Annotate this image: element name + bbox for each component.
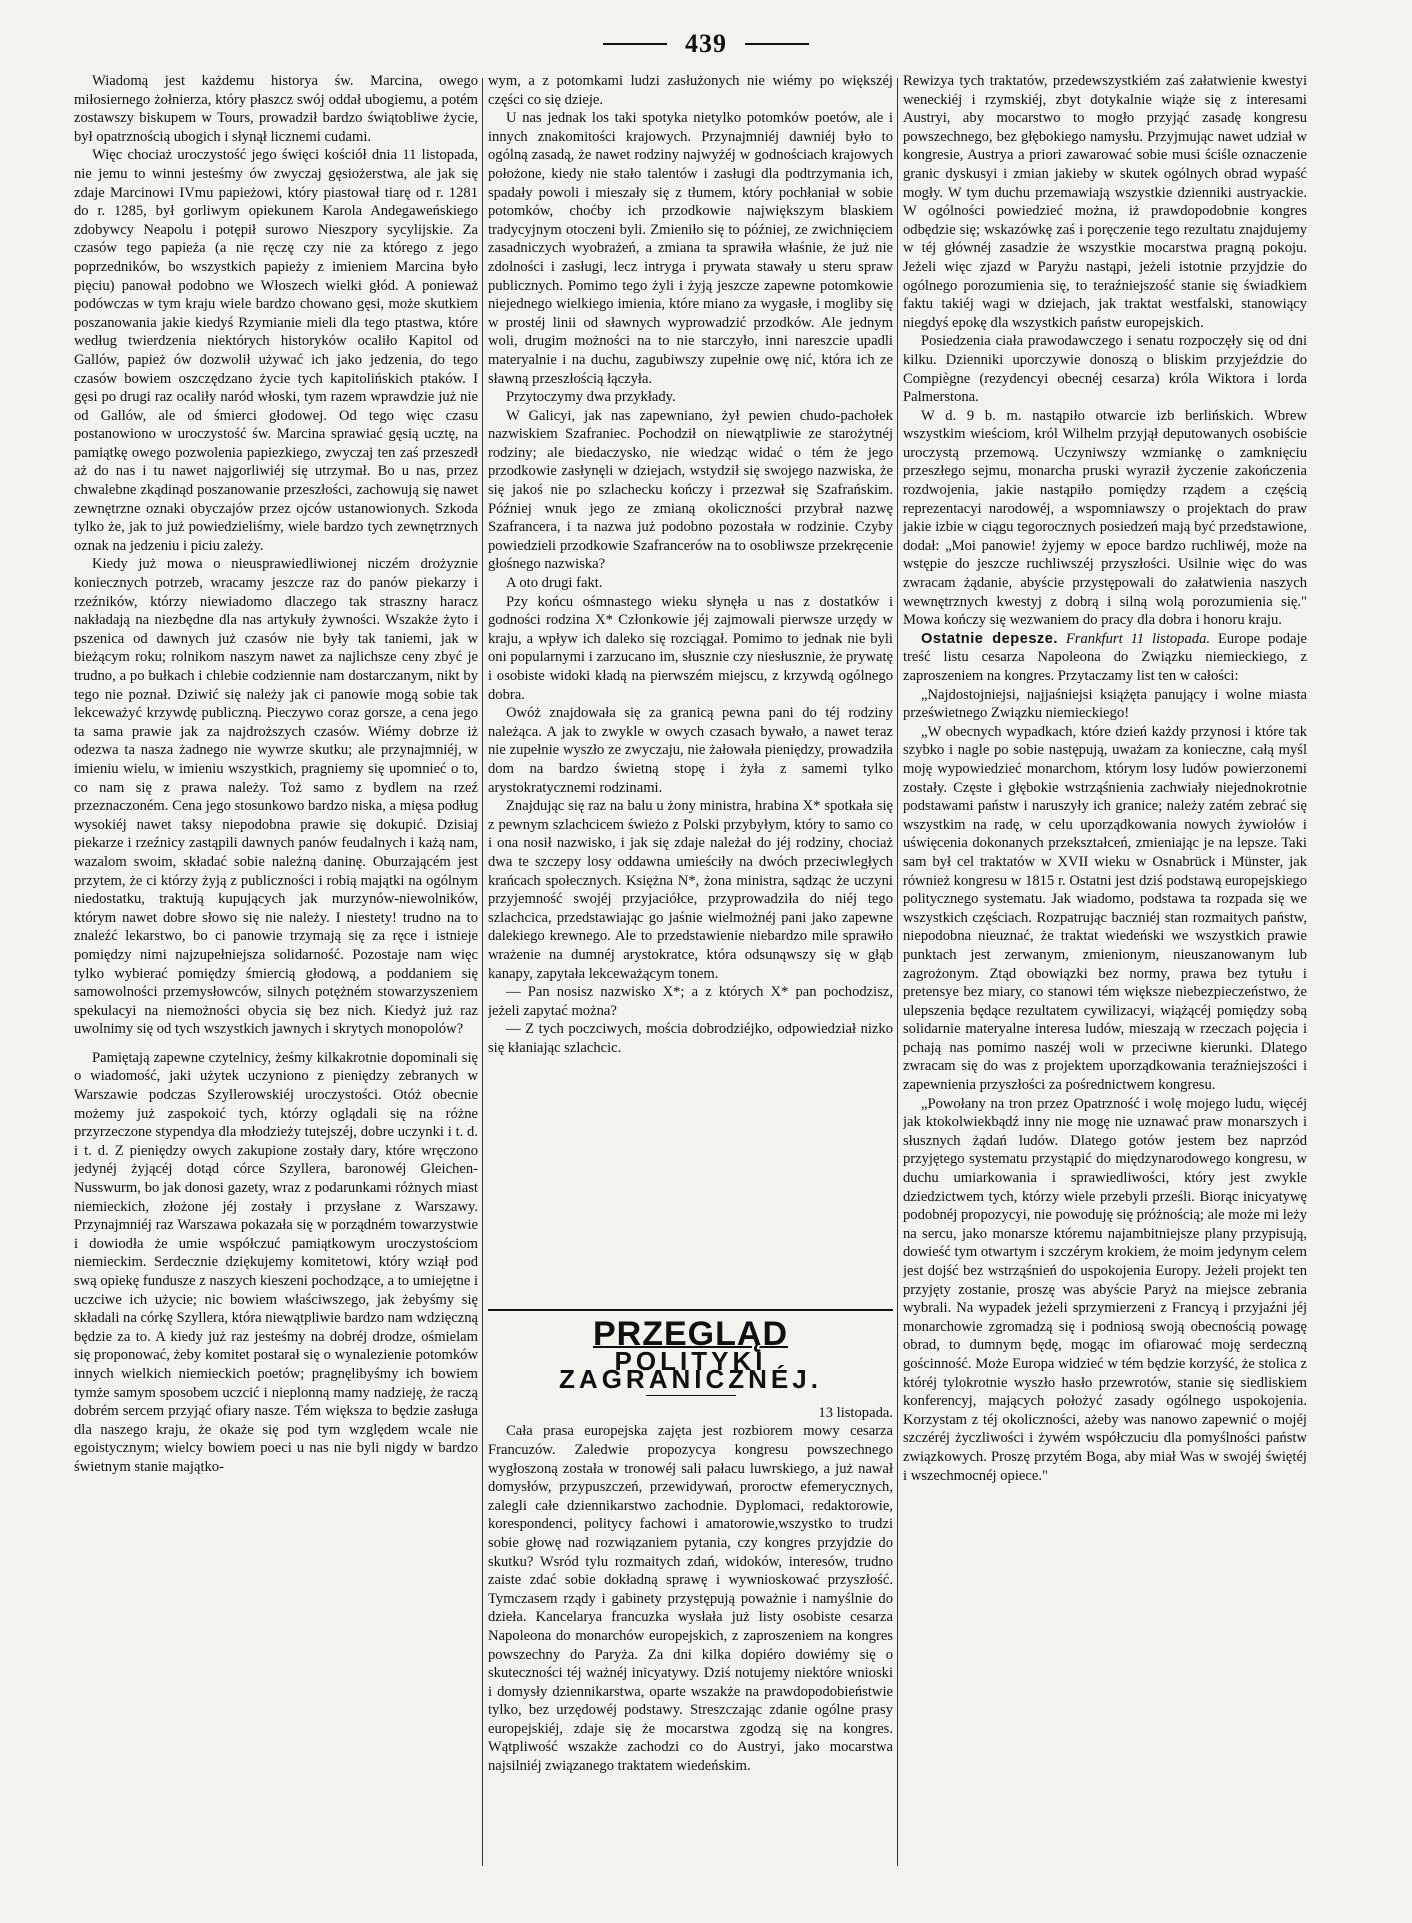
col2-feuilleton	[488, 72, 893, 1297]
col3-depesze-paragraph	[903, 630, 1307, 686]
depesze-dateline: Frankfurt 11 listopada.	[1065, 630, 1211, 647]
col3-paragraph: „Powołany na tron przez Opatrzność i wolę mojego ludu, więcéj jak ktokolwiekbądź inny nie mogę nie uznawać praw monarszych i słusznych żądań ludów. Dlatego gotów jestem bez naprzód przyjętego systematu przystąpić do międzynarodowego kongresu, w duchu umiarkowania i sprawiedliwości, który jest zwykle dziedzictwem tych, którzy wiele przebyli prześli. Biorąc inicyatywę podobnéj propozycyi, nie powoduję się próżnością; ale może mi leży na sercu, jako monarsze któremu najambitniejsze plany przypisują, dowieść tym otwartym i szczérym krokiem, że moim jedynym celem jest dojść bez wstrząśnień do uspokojenia Europy. Jeżeli projekt ten przyjęty zostanie, proszę was abyście Paryż na miejsce zebrania wybrali. Na wypadek jeżeli sprzymierzeni z Francyą i przyjaźni jéj monarchowie zgromadzą się i podniosą swoją obecnością powagę obrad, to dumnym będę, mogąc im ofiarować moję serdeczną gościnność. Może Europa widzieć w tém będzie korzyść, że stolica z któréj tylokrotnie wyszło hasło przewrotów, stanie się siedliskiem konferencyj, mających położyć zasady ogólnego uspokojenia. Korzystam z téj okoliczności, ażeby was nanowo zapewnić o mojéj szczéréj życzliwości i żywém współczuciu dla pomyślności państw związkowych. Proszę przytém Boga, aby miał Was w swojéj świętéj i wszechmocnéj opiece."	[903, 1095, 1307, 1484]
column-divider-2	[897, 78, 898, 1866]
col2-paragraph: wym, a z potomkami ludzi zasłużonych nie wiémy po większéj części co się dzieje.	[488, 73, 893, 108]
section-title-line2: POLITYKI ZAGRANICZNÉJ.	[559, 1345, 822, 1395]
depesze-label: Ostatnie depesze.	[921, 630, 1058, 647]
column-3	[903, 72, 1307, 1867]
col2-paragraph: Owóż znajdowała się za granicą pewna pani do téj rodziny należąca. A jak to zwykle w owych czasach bywało, a nawet teraz nie zupełnie wyszło ze zwyczaju, nie żałowała pieniędzy, prowadziła dom na bardzo świetną stopę i żyła z samemi tylko arystokratycznemi rodzinami.	[488, 705, 893, 796]
col2-paragraph: W Galicyi, jak nas zapewniano, żył pewien chudo-pachołek nazwiskiem Szafraniec. Pochodził on niewątpliwie ze starożytnéj rodziny; ale biedaczysko, nie wiedząc widać o tém że jego przodkowie zasłynęli w dziejach, wstydził się swojego nazwiska, że się jakoś nie po szlachecku kończy i przezwał się Szafrańskim. Później wnuk jego ze zmianą okoliczności przybrał nazwę Szafrancera, i ta nazwa już podobno pozostała w rodzinie. Czyby powiedzieli przodkowie Szafrancerów na to osobliwsze przekręcenie głośnego nazwiska?	[488, 407, 893, 573]
col2-paragraph: — Pan nosisz nazwisko X*; a z których X* pan pochodzisz, jeżeli zapytać można?	[488, 984, 893, 1019]
col1-paragraph: Wiadomą jest każdemu historya św. Marcina, owego miłosiernego żołnierza, który płaszcz swój oddał ubogiemu, a potém zostawszy biskupem w Tours, prowadził bardzo świątobliwe życie, był opatrznością ubogich i słynął licznemi cudami.	[74, 73, 478, 145]
col3-paragraph: „W obecnych wypadkach, które dzień każdy przynosi i które tak szybko i nagle po sobie następują, uważam za konieczne, całą myśl moję wypowiedzieć monarchom, którym losy ludów powierzonemi zostały. Częste i głębokie wstrząśnienia zachwiały niejednokrotnie podstawami państw i naruszyły ich granice; należy zatém zebrać się wszystkim na radę, w celu uporządkowania nowych żywiołów i uświęcenia dokonanych przekształceń, zmieniając je na lepsze. Taki sam był cel traktatów w XVII wieku w Osnabrück i Münster, jak również kongresu w 1815 r. Ostatni jest dziś podstawą europejskiego politycznego systematu. Jak wiadomo, podstawa ta rozpada się we wszystkich częściach. Rozpatrując baczniéj stan rozmaitych państw, niepodobna nieuznać, że traktat wiedeński we wszystkich prawie punktach jest zerwanym, zmienionym, nieuszanowanym lub zagrożonym. Ztąd obowiązki bez normy, prawa bez tytułu i pretensye bez miary, co stanowi tém większe niebezpieczeństwo, że ulepszenia będące rezultatem cywilizacyi, wiążącéj pomiędzy sobą solidarnie materyalne interesa ludów, mieszają w rzeczach pojęcia i pchają nas pomimo naszéj woli w przeciwne kierunki. Dlatego zwracam się do was z projektem uporządkowania teraźniejszości i zapewnienia przyszłości za pośrednictwem kongresu.	[903, 723, 1307, 1094]
col2-paragraph: Przytoczymy dwa przykłady.	[506, 389, 676, 406]
col3-paragraph: W d. 9 b. m. nastąpiło otwarcie izb berlińskich. Wbrew wszystkim wieściom, król Wilhelm przyjął deputowanych osobiście uroczystą przemową. Uczyniwszy wzmiankę o zamknięciu przeszłego sejmu, monarcha pruski wyraził życzenie zakończenia rozdwojenia, jakie nastąpiło pomiędzy rządem a częścią reprezentacyi narodowéj, a wspomniawszy o projektach do praw jakie izbie w ciągu tegorocznych posiedzeń mają być przedstawione, dodał: „Moi panowie! żyjemy w epoce bardzo ruchliwéj, może na wstępie do jeszcze ruchliwszéj przyszłości. Usilnie więc do was zwracam żądanie, abyście przystępowali do załatwienia naszych wewnętrznych kwestyj z dobrą i silną wolą porozumienia się." Mowa kończy się wezwaniem do pracy dla dobra i honoru kraju.	[903, 407, 1307, 629]
page-number: 439	[685, 29, 727, 58]
col2-paragraph: Znajdując się raz na balu u żony ministra, hrabina X* spotkała się z pewnym szlachcicem świeżo z Polski przybyłym, który to samo co i ona nosił nazwisko, i jak się zdaje należał do jéj rodziny, chociaż dwa te szczepy losy oddawna umieściły na dwóch przeciwległych krańcach społecznych. Księżna N*, żona ministra, sądząc że uczyni przyjemność swojéj przyjaciółce, przyprowadziła do niéj tego szlachcica, przedstawiając go jaśnie wielmożnéj pani jako zapewne dalekiego krewnego. Ale to przedstawienie niebardzo mile sprawiło wrażenie na dumnéj arystokratce, która odsunąwszy się w głąb kanapy, zapytała lekceważącym tonem.	[488, 798, 893, 982]
col1-spacer	[74, 1039, 478, 1049]
col2-paragraph: — Z tych poczciwych, mościa dobrodziéjko, odpowiedział nizko się kłaniając szlachcic.	[488, 1021, 893, 1056]
col3-paragraph: Posiedzenia ciała prawodawczego i senatu rozpoczęły się od dni kilku. Dzienniki uporczywie donoszą o bliskim przyjeździe do Compiègne (rezydencyi obecnéj cesarza) króla Wiktora i lorda Palmerstona.	[903, 333, 1307, 406]
page-header	[0, 24, 1412, 64]
col2-paragraph: A oto drugi fakt.	[506, 575, 603, 592]
column-divider-1	[482, 78, 483, 1866]
col1-paragraph: Więc chociaż uroczystość jego święci kościół dnia 11 listopada, nie jemu to winni jesteśmy ów zwyczaj gęsiożerstwa, ale jak się zdaje Marcinowi IVmu papieżowi, który piastował tiarę od r. 1281 do r. 1285, był gorliwym opiekunem Karola Andegaweńskiego zdobywcy Neapolu i potępił surowo Nieszpory sycylijskie. Za czasów tego papieża (a nie ręczę czy nie za którego z jego poprzedników, bo wszystkich papieży z imieniem Marcina było pięciu) panował podobno we Włoszech wielki głód. A ponieważ podówczas w tym kraju wiele bardzo chowano gęsi, może skutkiem poszanowania jakie kiedyś Rzymianie mieli dla tego ptastwa, które według twierdzenia niektórych historyków ocaliło Kapitol od Gallów, papież ów dozwolił używać ich jako jedzenia, do tego czasów bowiem oszczędzano życie tych kapitolińskich ptaków. I gęsi po drugi raz ocaliły naród włoski, tym razem wprawdzie już nie od Gallów, ale od śmierci głodowej. Od tego więc czasu postanowiono w uroczystość św. Marcina sprawiać gęsią ucztę, na pamiątkę owego pozwolenia papiezkiego, zwyczaj ten zaś przeszedł aż do nas i tu nawet najgorliwiéj się utrzymał. Bo u nas, przez chwalebne zkądinąd poszanowanie przeszłości, zachowują się nawet zewnętrzne oznaki obyczajów przez ojców ustanowionych. Szkoda tylko że, jak to już powiedzieliśmy, wiele bardzo tych zewnętrznych oznak na jedzeniu i piciu zależy.	[74, 147, 478, 554]
section-rule	[488, 1309, 893, 1311]
col3-paragraph: „Najdostojniejsi, najjaśniejsi książęta panujący i wolne miasta prześwietnego Związku niemieckiego!	[903, 686, 1307, 722]
header-rule-left	[603, 43, 667, 45]
col2-paragraph: Pzy końcu ośmnastego wieku słynęła u nas z dostatków i godności rodzina X* Członkowie jéj zajmowali pierwsze urzędy w kraju, a wpływ ich daleko się rozciągał. Pomimo to jednak nie byli oni popularnymi i zarzucano im, słusznie czy niesłusznie, że prywatę i osobiste widoki kładą na pierwszém miejscu, z krzywdą ogólnego dobra.	[488, 593, 893, 703]
col2-paragraph: U nas jednak los taki spotyka nietylko potomków poetów, ale i innych znakomitości krajowych. Przynajmniéj dawniéj było to ogólną zasadą, że nawet rodziny najwyżéj w godnościach krajowych położone, kiedy nie stało talentów i zasługi dla podtrzymania ich, spadały powoli i mieszały się z tłumem, który pochłaniał w sobie potomków, choćby ich przodkowie największym blaskiem tradycyjnym otoczeni byli. Zmieniło się to później, ze zwichnięciem zasadniczych wyobrażeń, a zmiana ta sprawiła właśnie, że już nie zdolności i zasługi, lecz intryga i prywata stawały u steru spraw publicznych. Pomimo tego żyli i żyją jeszcze zapewne potomkowie niejednego wielkiego imienia, które miano za wygasłe, i mogliby się w prostéj linii od sławnych wyprowadzić przodków. Ale jednym woli, drugim możności na to nie starczyło, inni nareszcie upadli materyalnie i na duchu, zagubiwszy zupełnie owę nić, która ich ze sławną przeszłością łączyła.	[488, 110, 893, 387]
depesze-text: Europe podaje treść listu cesarza Napoleona do Związku niemieckiego, z zaproszeniem na kongres. Przytaczamy list ten w całości:	[903, 630, 1307, 684]
column-1	[74, 72, 478, 1867]
col3-paragraph: Rewizya tych traktatów, przedewszystkiém zaś załatwienie kwestyi weneckiéj i rzymskiéj, zbyt dotykalnie wiąże się z interesami Austryi, aby mocarstwo to mogło przyjąć zasadę kongresu powszechnego, bez głębokiego namysłu. Przyjmując nawet udział w kongresie, Austrya a priori zawarować sobie musi ściśle oznaczenie granic dyskusyi i zmian jakieby w skutek ogólnych obrad wypaść mogły. W tym duchu przemawiają wszystkie dzienniki austryackie. W ogólności powiedzieć można, iż prawdopodobnie kongres odbędzie się; wskazówkę zaś i poręczenie tego rezultatu znajdujemy w téj głównéj zasadzie że wszystkie mocarstwa pragną pokoju. Jeżeli więc zjazd w Paryżu nastąpi, jeżeli istotnie przyjdzie do ogólnego porozumienia się, to teraźniejszość stanie się świadkiem faktu takiéj wagi w dziejach, jak traktat westfalski, stanowiący niegdyś epokę dla wszystkich państw europejskich.	[903, 73, 1307, 331]
section-title-line1: PRZEGLĄD	[593, 1315, 788, 1353]
column-2	[488, 72, 893, 1867]
col1-paragraph: Kiedy już mowa o nieusprawiedliwionej niczém drożyznie koniecznych potrzeb, wracamy jeszcze raz do panów piekarzy i rzeźników, którzy niewiadomo dlaczego tak straszny haracz nakładają na niezbędne dla nas artykuły żywności. Wszakże żyto i pszenica od dawnych już czasów nie były tak taniemi, jak w bieżącym roku; rolnikom naszym nawet za najlichsze ceny zbyć je trudno, a po bułkach i chlebie codziennie nam dostarczanym, nikt by tego nie poznał. Dziwić się należy jak ci panowie mogą sobie tak lekceważyć krzywdę publiczną. Pieczywo coraz gorsze, a cena jego ta sama prawie jak za najdroższych czasów. Wiémy dobrze iż odezwa ta nasza żadnego nie wywrze skutku; ale przynajmniéj, w imieniu wielu, w imieniu wszystkich, pragniemy się upomnieć o to, co nam się z prawa należy. Toż samo z bydlem na rzeź przeznaczoném. Cena jego stosunkowo bardzo niska, a mięsa podług wysokiéj nawet taksy niepodobna prawie się dokupić. Dzisiaj piekarze i rzeźnicy zastąpili dawnych panów feudalnych i każą nam, wazalom swoim, składać sobie należną daninę. Oburzającém jest przytem, że ci którzy żyją z publiczności i robią majątki na ogólnym niedostatku, traktują kupujących jak murzynów-niewolników, którym nawet dobre słowo się nie należy. I niestety! trudno na to znaleźć lekarstwo, bo ci panowie trzymają się za ręce i istnieje pomiędzy nimi najzupełniejsza solidarność. Pozostaje nam więc tylko wybierać pomiędzy śmiercią głodową, a poddaniem się samowolności przemysłowców, silnych potężném stowarzyszeniem spekulacyi na niemożności obycia się bez nich. Kiedyż już raz uwolnimy się od tych wszystkich jawnych i skrytych monopolów?	[74, 556, 478, 1038]
col2-paragraph: Cała prasa europejska zajęta jest rozbiorem mowy cesarza Francuzów. Zaledwie propozycya kongresu powszechnego wygłoszoną została w tronowéj sali pałacu luwrskiego, a już nawał domysłów, przypuszczeń, przewidywań, proroctw efemerycznych, zalegli całe dziennikarstwo zachodnie. Dyplomaci, redaktorowie, korespondenci, politycy fachowi i amatorowie,wszystko to trudzi sobie głowę nad rozwiązaniem pytania, czy kongres przyjdzie do skutku? Wsród tylu rozmaitych zdań, widoków, interesów, trudno zaiste zdać sobie dokładną sprawę i wywnioskować przyszłość. Tymczasem rządy i gabinety przystępują poważnie i namyślnie do dzieła. Kancelarya francuzka wysłała już listy osobiste cesarza Napoleona do monarchów europejskich, z zaproszeniem na kongres powszechny do Paryża. Za dni kilka dopiéro dowiémy się o skuteczności téj ważnéj inicyatywy. Dziś notujemy niektóre wnioski i domysły dziennikarstwa, oparte wszakże na prawdopodobieństwie tylko, bez urzędowéj podstawy. Streszczając zdanie ogólne prasy europejskiéj, zdaje się że mocarstwa zgodzą się na kongres. Wątpliwość wszakże zachodzi co do Austryi, jako mocarstwa najsilniéj związanego traktatem wiedeńskim.	[488, 1423, 893, 1775]
section-dateline: 13 listopada.	[818, 1404, 893, 1421]
section-short-rule	[646, 1395, 736, 1396]
header-rule-right	[745, 43, 809, 45]
col1-paragraph: Pamiętają zapewne czytelnicy, żeśmy kilkakrotnie dopominali się o wiadomość, jaki użytek uczyniono z pieniędzy zebranych w Warszawie podczas Szyllerowskiéj uroczystości. Otóż obecnie możemy już zaspokoić tych, którzy oglądali się na różne przyrzeczone stypendya dla młodzieży tutejszéj, dobre uczynki i t. d. i t. d. Z pieniędzy owych zakupione zostały dary, które wręczono jedynéj żyjącéj dotąd córce Szyllera, baronowéj Gleichen-Nusswurm, bo jak donosi gazety, wraz z podarunkami różnych miast niemieckich, złożone jéj zostały i przysłane z Warszawy. Przynajmniéj raz Warszawa pokazała się w porządném towarzystwie i dowiodła że umie współczuć pamiątkowym uroczystościom niemieckim. Serdecznie dziękujemy komitetowi, który wziął pod swą opiekę fundusze z naszych kieszeni pochodzące, a to umiejętne i uczciwe ich użycie; nic bowiem właściwszego, jak żebyśmy się składali na córkę Szyllera, która niewątpliwie bardzo nam wdzięczną będzie za to. A kiedy już raz jesteśmy na dobréj drodze, ośmielam się proponować, żeby komitet postarał się o wynalezienie potomków innych wielkich niemieckich poetów; pragnęlibyśmy ich bowiem tymże samym sposobem uczcić i nieplonną mamy nadzieję, że raczą dobrém sercem przyjąć ofiary nasze. Tém większa to będzie zasługa dla naszego kraju, że okaże się pod tym względem wcale nie egoistycznym; wielcy bowiem poeci u nas nie byli nigdy w bardzo świetnym stanie majątko-	[74, 1049, 478, 1475]
